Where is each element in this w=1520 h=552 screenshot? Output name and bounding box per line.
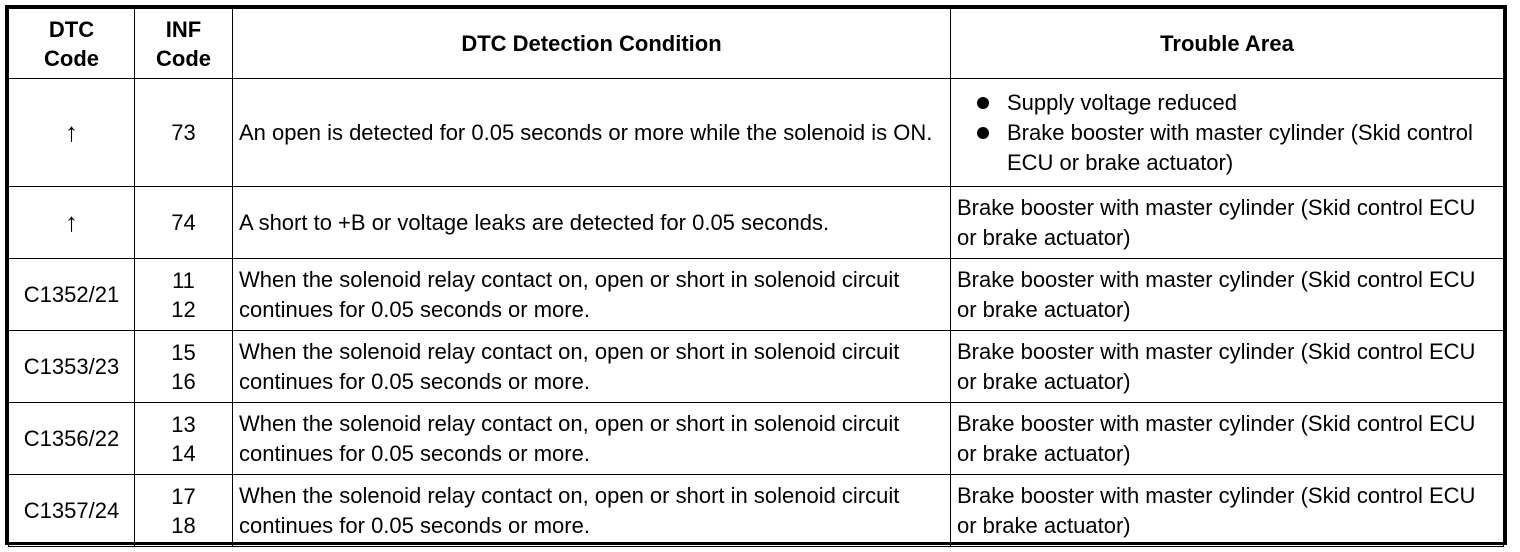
trouble-area-cell: Brake booster with master cylinder (Skid control ECU or brake actuator)	[951, 259, 1504, 331]
inf-code-value: 12	[171, 296, 196, 322]
up-arrow-icon: ↑	[65, 206, 78, 237]
detection-condition-cell: When the solenoid relay contact on, open or short in solenoid circuit continues for 0.05 seconds or more.	[233, 403, 951, 475]
inf-code-cell	[135, 475, 233, 547]
inf-code-value: 11	[172, 267, 195, 293]
header-dtc-code	[9, 9, 135, 79]
dtc-table	[8, 8, 1504, 547]
trouble-area-cell: Brake booster with master cylinder (Skid control ECU or brake actuator)	[951, 187, 1504, 259]
up-arrow-icon: ↑	[65, 116, 78, 147]
header-dtc-line1: DTC	[48, 16, 95, 42]
dtc-code-cell	[9, 187, 135, 259]
table-row	[9, 259, 1504, 331]
trouble-area-cell: Brake booster with master cylinder (Skid control ECU or brake actuator)	[951, 331, 1504, 403]
dtc-table-container	[5, 5, 1507, 545]
detection-condition-cell: When the solenoid relay contact on, open or short in solenoid circuit continues for 0.05 seconds or more.	[233, 331, 951, 403]
inf-code-value: 18	[171, 512, 196, 538]
inf-code-value: 17	[171, 483, 196, 509]
detection-condition-cell: When the solenoid relay contact on, open or short in solenoid circuit continues for 0.05 seconds or more.	[233, 259, 951, 331]
table-row	[9, 403, 1504, 475]
header-dtc-line2: Code	[44, 45, 99, 71]
detection-condition-cell: An open is detected for 0.05 seconds or more while the solenoid is ON.	[233, 79, 951, 187]
dtc-code-cell: C1357/24	[9, 475, 135, 547]
table-row	[9, 475, 1504, 547]
trouble-area-cell	[951, 79, 1504, 187]
inf-code-value: 74	[171, 210, 196, 235]
inf-code-value: 15	[171, 339, 196, 365]
header-row	[9, 9, 1504, 79]
detection-condition-cell: When the solenoid relay contact on, open or short in solenoid circuit continues for 0.05 seconds or more.	[233, 475, 951, 547]
header-inf-line2: Code	[156, 45, 211, 71]
trouble-area-item-text: Supply voltage reduced	[1007, 89, 1237, 115]
list-item	[957, 88, 1497, 118]
table-row	[9, 79, 1504, 187]
table-row	[9, 331, 1504, 403]
list-item	[957, 118, 1497, 178]
header-trouble-area: Trouble Area	[951, 9, 1504, 79]
inf-code-value: 16	[171, 368, 196, 394]
header-inf-line1: INF	[165, 16, 202, 42]
inf-code-value: 73	[171, 120, 196, 145]
inf-code-value: 14	[171, 440, 196, 466]
dtc-code-cell: C1356/22	[9, 403, 135, 475]
bullet-icon	[977, 97, 989, 109]
inf-code-cell	[135, 79, 233, 187]
trouble-area-cell: Brake booster with master cylinder (Skid control ECU or brake actuator)	[951, 475, 1504, 547]
inf-code-cell	[135, 331, 233, 403]
dtc-code-cell: C1353/23	[9, 331, 135, 403]
header-inf-code	[135, 9, 233, 79]
dtc-code-cell	[9, 79, 135, 187]
detection-condition-cell: A short to +B or voltage leaks are detected for 0.05 seconds.	[233, 187, 951, 259]
inf-code-cell	[135, 259, 233, 331]
header-detection-condition: DTC Detection Condition	[233, 9, 951, 79]
dtc-code-cell: C1352/21	[9, 259, 135, 331]
inf-code-cell	[135, 403, 233, 475]
trouble-area-item-text: Brake booster with master cylinder (Skid control ECU or brake actuator)	[1007, 119, 1473, 175]
inf-code-value: 13	[171, 411, 196, 437]
table-row	[9, 187, 1504, 259]
trouble-area-list	[957, 88, 1497, 178]
trouble-area-cell: Brake booster with master cylinder (Skid control ECU or brake actuator)	[951, 403, 1504, 475]
inf-code-cell	[135, 187, 233, 259]
bullet-icon	[977, 127, 989, 139]
